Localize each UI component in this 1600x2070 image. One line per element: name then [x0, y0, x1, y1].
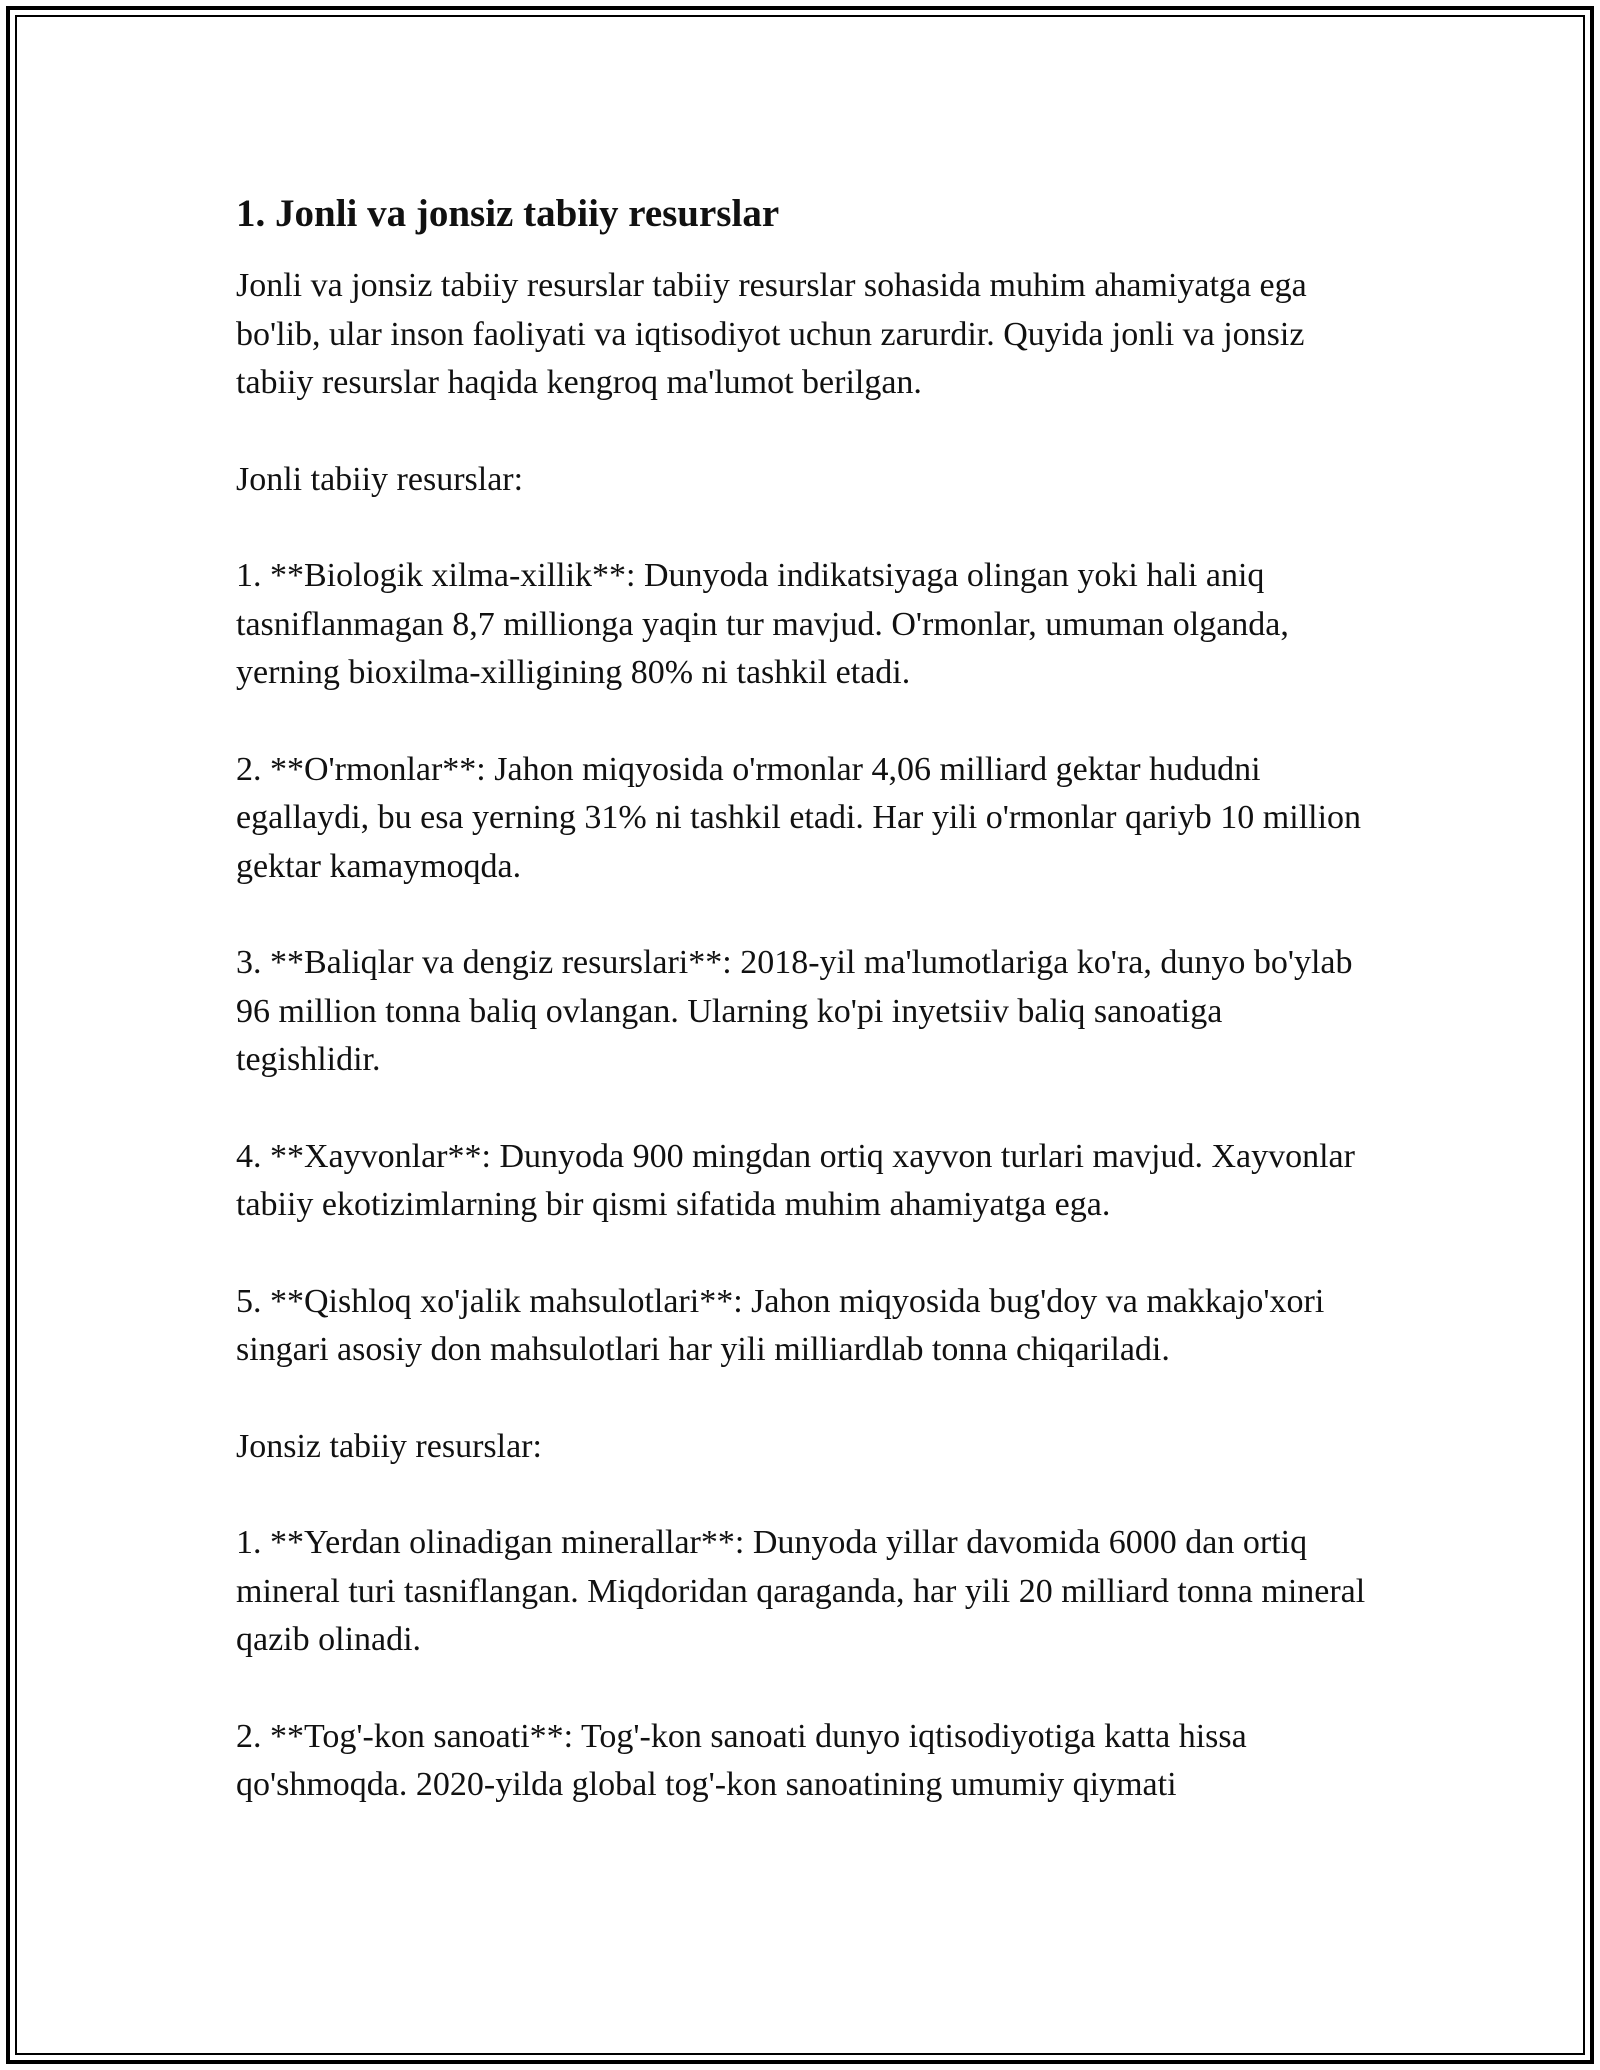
list-item-fish: 3. **Baliqlar va dengiz resurslari**: 2018-yil ma'lumotlariga ko'ra, dunyo bo'ylab 96 million tonna baliq ovlangan. Ularning ko'pi inyetsiiv baliq sanoatiga tegishlidir.	[236, 944, 1362, 1078]
section-heading-nonliving: Jonsiz tabiiy resurslar:	[236, 1427, 542, 1465]
list-item-mining: 2. **Tog'-kon sanoati**: Tog'-kon sanoati dunyo iqtisodiyotiga katta hissa qo'shmoqda. 2020-yilda global tog'-kon sanoatining umumiy qiymati	[236, 1717, 1256, 1803]
document-title: 1. Jonli va jonsiz tabiiy resurslar	[236, 192, 780, 235]
list-item-animals: 4. **Xayvonlar**: Dunyoda 900 mingdan ortiq xayvon turlari mavjud. Xayvonlar tabiiy ekotizimlarning bir qismi sifatida muhim ahamiyatga ega.	[236, 1137, 1364, 1223]
intro-paragraph: Jonli va jonsiz tabiiy resurslar tabiiy resurslar sohasida muhim ahamiyatga ega bo'lib, ular inson faoliyati va iqtisodiyot uchun zarurdir. Quyida jonli va jonsiz tabiiy resurslar haqida kengroq ma'lumot berilgan.	[236, 267, 1316, 401]
list-item-forests: 2. **O'rmonlar**: Jahon miqyosida o'rmonlar 4,06 milliard gektar hududni egallaydi, bu esa yerning 31% ni tashkil etadi. Har yili o'rmonlar qariyb 10 million gektar kamaymoqda.	[236, 750, 1370, 885]
list-item-agriculture: 5. **Qishloq xo'jalik mahsulotlari**: Jahon miqyosida bug'doy va makkajo'xori singari asosiy don mahsulotlari har yili milliardlab tonna chiqariladi.	[236, 1282, 1333, 1368]
list-item-minerals: 1. **Yerdan olinadigan minerallar**: Dunyoda yillar davomida 6000 dan ortiq mineral turi tasniflangan. Miqdoridan qaraganda, har yili 20 milliard tonna mineral qazib olinadi.	[236, 1524, 1374, 1658]
document-body	[236, 186, 1374, 1810]
list-item-biodiversity: 1. **Biologik xilma-xillik**: Dunyoda indikatsiyaga olingan yoki hali aniq tasniflanmagan 8,7 millionga yaqin tur mavjud. O'rmonlar, umuman olganda, yerning bioxilma-xilligining 80% ni tashkil etadi.	[236, 557, 1298, 691]
section-heading-living: Jonli tabiiy resurslar:	[236, 460, 524, 498]
